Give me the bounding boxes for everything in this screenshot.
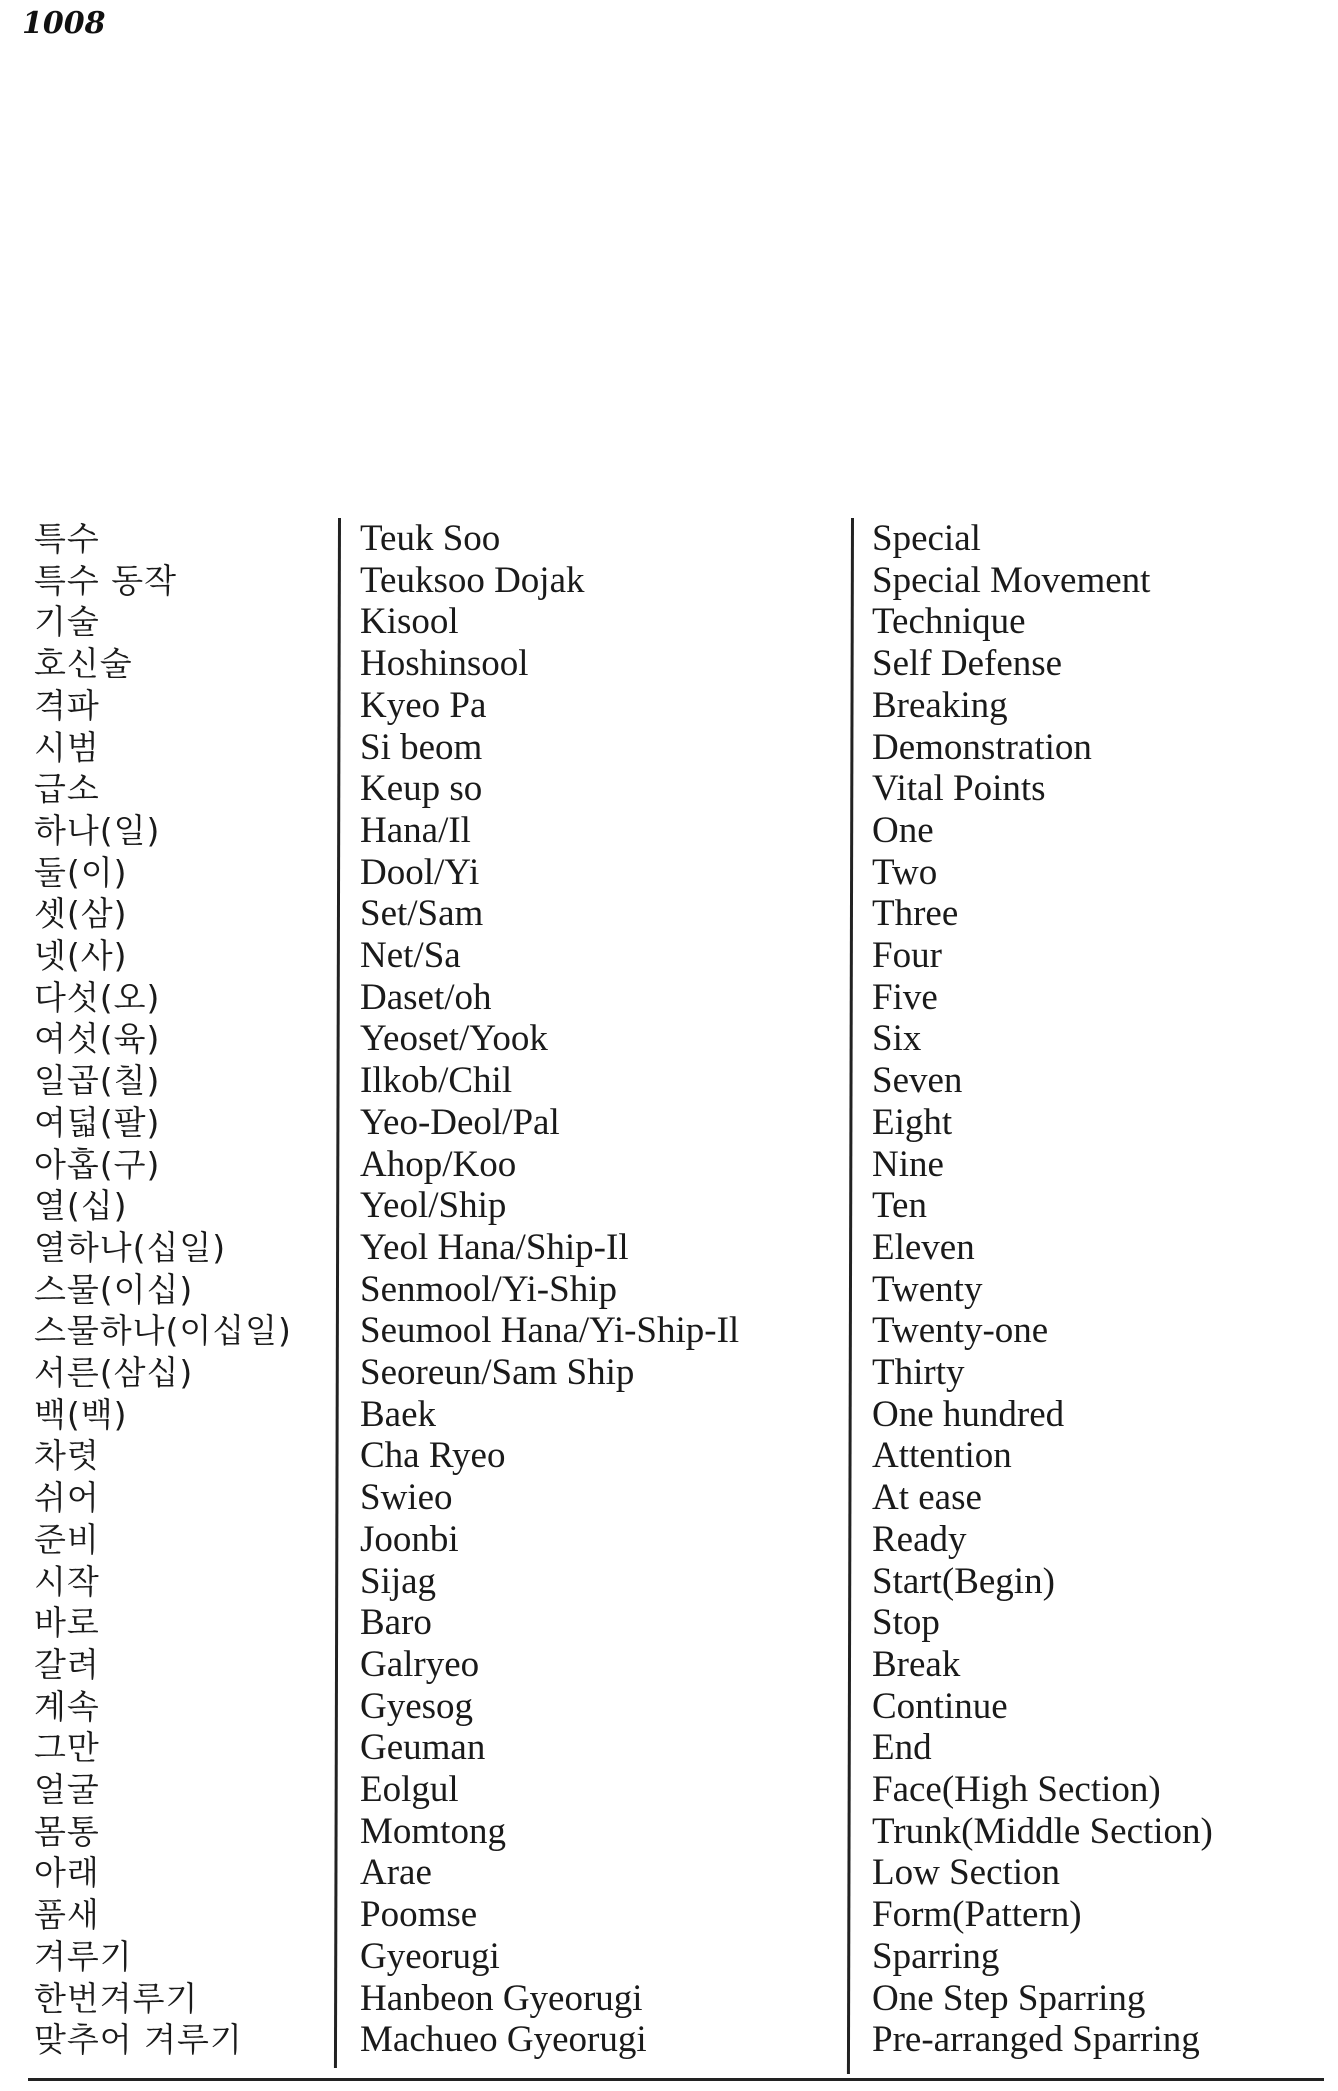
romanized-term: Keup so bbox=[360, 768, 483, 810]
table-row bbox=[0, 1310, 1338, 1352]
table-row bbox=[0, 518, 1338, 560]
romanized-term: Si beom bbox=[360, 726, 483, 768]
romanized-term: Yeo-Deol/Pal bbox=[360, 1101, 560, 1143]
romanized-term: Galryeo bbox=[360, 1643, 480, 1685]
korean-term: 넷(사) bbox=[34, 936, 128, 975]
romanized-term: Hana/Il bbox=[360, 809, 471, 851]
table-row bbox=[0, 1644, 1338, 1686]
korean-term: 갈려 bbox=[34, 1644, 100, 1684]
english-term: End bbox=[872, 1727, 932, 1769]
romanized-term: Gyesog bbox=[360, 1685, 474, 1727]
korean-term: 한번겨루기 bbox=[34, 1978, 199, 2018]
english-term: Nine bbox=[872, 1143, 944, 1185]
english-term: Low Section bbox=[872, 1852, 1061, 1894]
korean-term: 계속 bbox=[34, 1686, 100, 1726]
table-row bbox=[0, 560, 1338, 602]
table-row bbox=[0, 1894, 1338, 1936]
table-row bbox=[0, 852, 1338, 894]
korean-term: 스물하나(이십일) bbox=[34, 1311, 292, 1351]
romanized-term: Momtong bbox=[360, 1810, 506, 1852]
korean-term: 바로 bbox=[34, 1603, 100, 1643]
korean-term: 일곱(칠) bbox=[34, 1061, 161, 1101]
table-row bbox=[0, 1102, 1338, 1144]
romanized-term: Set/Sam bbox=[360, 893, 484, 935]
korean-term: 여섯(육) bbox=[34, 1019, 161, 1059]
english-term: Twenty bbox=[872, 1268, 983, 1310]
korean-term: 쉬어 bbox=[34, 1478, 100, 1518]
romanized-term: Ilkob/Chil bbox=[360, 1060, 513, 1102]
korean-term: 호신술 bbox=[34, 644, 133, 684]
english-term: Continue bbox=[872, 1685, 1008, 1727]
table-row bbox=[0, 893, 1338, 935]
korean-term: 얼굴 bbox=[34, 1770, 100, 1809]
korean-term: 다섯(오) bbox=[34, 977, 161, 1017]
english-term: Three bbox=[872, 893, 959, 935]
korean-term: 특수 bbox=[34, 519, 100, 558]
romanized-term: Swieo bbox=[360, 1477, 453, 1519]
table-row bbox=[0, 2019, 1338, 2061]
table-row bbox=[0, 1686, 1338, 1728]
table-row bbox=[0, 1602, 1338, 1644]
table-row bbox=[0, 1185, 1338, 1227]
romanized-term: Hanbeon Gyeorugi bbox=[360, 1977, 643, 2019]
romanized-term: Gyeorugi bbox=[360, 1935, 500, 1977]
bottom-rule bbox=[28, 2078, 1324, 2081]
table-row bbox=[0, 1394, 1338, 1436]
table-row bbox=[0, 1018, 1338, 1060]
english-term: Vital Points bbox=[872, 768, 1046, 810]
korean-term: 그만 bbox=[34, 1728, 100, 1768]
romanized-term: Seoreun/Sam Ship bbox=[360, 1352, 635, 1393]
romanized-term: Yeol Hana/Ship-Il bbox=[360, 1226, 629, 1268]
english-term: Stop bbox=[872, 1602, 940, 1644]
english-term: Eleven bbox=[872, 1226, 975, 1268]
table-row bbox=[0, 601, 1338, 643]
table-row bbox=[0, 1060, 1338, 1102]
romanized-term: Geuman bbox=[360, 1727, 486, 1769]
korean-term: 둘(이) bbox=[34, 852, 128, 892]
table-row bbox=[0, 810, 1338, 852]
romanized-term: Eolgul bbox=[360, 1769, 459, 1810]
korean-term: 품새 bbox=[34, 1895, 100, 1935]
romanized-term: Baro bbox=[360, 1602, 432, 1644]
korean-term: 백(백) bbox=[34, 1394, 128, 1434]
korean-term: 차렷 bbox=[34, 1436, 100, 1476]
english-term: Six bbox=[872, 1018, 922, 1060]
korean-term: 몸통 bbox=[34, 1811, 100, 1851]
english-term: Technique bbox=[872, 601, 1026, 643]
romanized-term: Yeoset/Yook bbox=[360, 1018, 548, 1060]
romanized-term: Baek bbox=[360, 1393, 437, 1435]
table-row bbox=[0, 727, 1338, 769]
korean-term: 셋(삼) bbox=[34, 894, 128, 934]
english-term: One bbox=[872, 809, 934, 851]
romanized-term: Kyeo Pa bbox=[360, 684, 487, 726]
english-term: Sparring bbox=[872, 1935, 1000, 1977]
romanized-term: Net/Sa bbox=[360, 935, 461, 976]
romanized-term: Daset/oh bbox=[360, 976, 492, 1018]
table-row bbox=[0, 1561, 1338, 1603]
romanized-term: Arae bbox=[360, 1852, 432, 1894]
korean-term: 아홉(구) bbox=[34, 1144, 161, 1184]
table-row bbox=[0, 1811, 1338, 1853]
english-term: Ten bbox=[872, 1185, 927, 1227]
korean-term: 맞추어 겨루기 bbox=[34, 2020, 243, 2060]
korean-term: 특수 동작 bbox=[34, 560, 178, 600]
korean-term: 열(십) bbox=[34, 1186, 128, 1226]
english-term: At ease bbox=[872, 1477, 982, 1519]
table-row bbox=[0, 1477, 1338, 1519]
korean-term: 여덟(팔) bbox=[34, 1102, 161, 1142]
romanized-term: Ahop/Koo bbox=[360, 1143, 517, 1185]
romanized-term: Yeol/Ship bbox=[360, 1185, 507, 1227]
romanized-term: Joonbi bbox=[360, 1518, 459, 1560]
english-term: Special bbox=[872, 518, 981, 559]
english-term: Thirty bbox=[872, 1352, 965, 1393]
table-row bbox=[0, 1269, 1338, 1311]
korean-term: 격파 bbox=[34, 685, 100, 725]
english-term: Breaking bbox=[872, 684, 1008, 726]
table-row bbox=[0, 1936, 1338, 1978]
english-term: One Step Sparring bbox=[872, 1977, 1146, 2019]
table-row bbox=[0, 1978, 1338, 2020]
romanized-term: Teuksoo Dojak bbox=[360, 559, 585, 601]
english-term: Ready bbox=[872, 1518, 967, 1560]
glossary-table bbox=[0, 518, 1338, 2078]
korean-term: 서른(삼십) bbox=[34, 1353, 194, 1392]
page-number: 1008 bbox=[22, 6, 106, 41]
korean-term: 준비 bbox=[34, 1519, 100, 1559]
english-term: Form(Pattern) bbox=[872, 1894, 1082, 1936]
english-term: Trunk(Middle Section) bbox=[872, 1810, 1213, 1852]
table-row bbox=[0, 935, 1338, 977]
korean-term: 시범 bbox=[34, 727, 100, 767]
romanized-term: Sijag bbox=[360, 1560, 437, 1602]
english-term: Twenty-one bbox=[872, 1310, 1049, 1352]
table-row bbox=[0, 1519, 1338, 1561]
table-row bbox=[0, 1144, 1338, 1186]
korean-term: 아래 bbox=[34, 1853, 100, 1893]
table-row bbox=[0, 977, 1338, 1019]
english-term: Self Defense bbox=[872, 643, 1063, 685]
table-row bbox=[0, 1727, 1338, 1769]
english-term: Eight bbox=[872, 1101, 953, 1143]
table-row bbox=[0, 1769, 1338, 1811]
korean-term: 열하나(십일) bbox=[34, 1227, 227, 1267]
romanized-term: Teuk Soo bbox=[360, 518, 501, 559]
table-row bbox=[0, 685, 1338, 727]
romanized-term: Hoshinsool bbox=[360, 643, 529, 685]
english-term: Seven bbox=[872, 1060, 963, 1102]
korean-term: 스물(이십) bbox=[34, 1269, 194, 1309]
table-row bbox=[0, 643, 1338, 685]
korean-term: 시작 bbox=[34, 1561, 100, 1601]
english-term: Demonstration bbox=[872, 726, 1092, 768]
english-term: Break bbox=[872, 1643, 961, 1685]
english-term: Pre-arranged Sparring bbox=[872, 2019, 1200, 2061]
table-row bbox=[0, 1852, 1338, 1894]
english-term: Four bbox=[872, 935, 942, 976]
table-row bbox=[0, 768, 1338, 810]
romanized-term: Seumool Hana/Yi-Ship-Il bbox=[360, 1310, 740, 1352]
korean-term: 하나(일) bbox=[34, 810, 161, 850]
korean-term: 기술 bbox=[34, 602, 100, 642]
korean-term: 급소 bbox=[34, 769, 100, 809]
english-term: Two bbox=[872, 851, 938, 893]
korean-term: 겨루기 bbox=[34, 1936, 133, 1976]
romanized-term: Dool/Yi bbox=[360, 851, 480, 893]
english-term: Special Movement bbox=[872, 559, 1151, 601]
table-row bbox=[0, 1227, 1338, 1269]
english-term: Five bbox=[872, 976, 938, 1018]
table-row bbox=[0, 1352, 1338, 1394]
english-term: Attention bbox=[872, 1435, 1012, 1477]
romanized-term: Cha Ryeo bbox=[360, 1435, 506, 1477]
romanized-term: Kisool bbox=[360, 601, 459, 643]
english-term: One hundred bbox=[872, 1393, 1065, 1435]
romanized-term: Machueo Gyeorugi bbox=[360, 2019, 647, 2061]
romanized-term: Poomse bbox=[360, 1894, 478, 1936]
english-term: Face(High Section) bbox=[872, 1769, 1161, 1810]
english-term: Start(Begin) bbox=[872, 1560, 1055, 1602]
table-row bbox=[0, 1435, 1338, 1477]
romanized-term: Senmool/Yi-Ship bbox=[360, 1268, 617, 1310]
